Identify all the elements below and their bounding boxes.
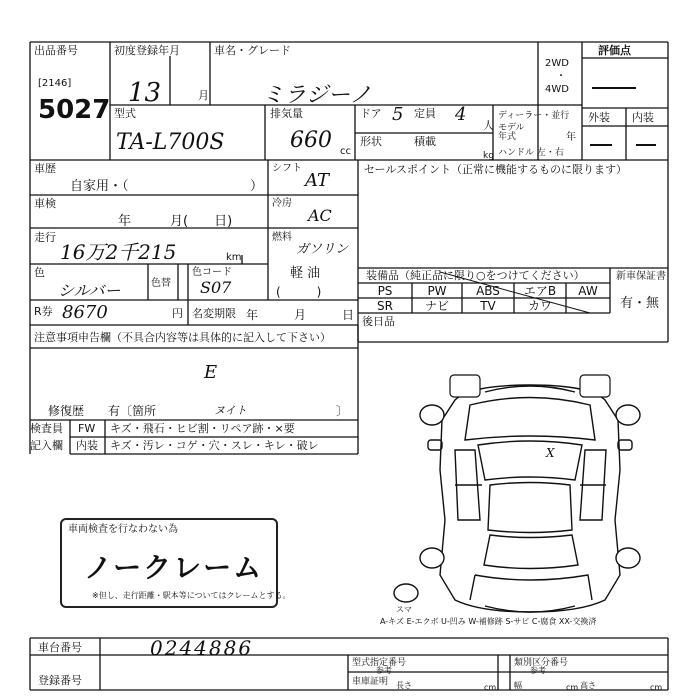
inspection-label: 車検 bbox=[34, 197, 56, 210]
notes-label: 注意事項申告欄（不具合内容等は具体的に記入して下さい） bbox=[34, 331, 331, 344]
name-change-label: 名変期限 bbox=[192, 307, 236, 320]
stamp-main: ノークレーム bbox=[84, 551, 264, 584]
fuel-gas: ガソリン bbox=[296, 242, 349, 257]
year-mark: 年 bbox=[566, 132, 576, 143]
lot-number: 5027 bbox=[38, 95, 111, 125]
length-unit: cm bbox=[484, 683, 497, 692]
km-unit: km bbox=[226, 252, 242, 263]
handle-label: ハンドル 左・右 bbox=[498, 148, 564, 158]
repair-close: 〕 bbox=[336, 404, 349, 418]
registration-label: 登録番号 bbox=[38, 674, 82, 687]
stamp-footer: ※但し、走行距離・駅本等についてはクレームとする。 bbox=[92, 591, 291, 600]
model-label: 型式 bbox=[114, 107, 136, 120]
cc-unit: cc bbox=[340, 146, 351, 157]
capacity-unit: 人 bbox=[483, 119, 494, 132]
equip-sr: SR bbox=[377, 299, 393, 313]
drive-2wd: 2WD bbox=[545, 58, 569, 69]
car-name: ミラジーノ bbox=[262, 83, 372, 108]
yen-unit: 円 bbox=[172, 307, 183, 320]
length-label: 長さ bbox=[396, 681, 412, 690]
dealer-label: ディーラー・並行 bbox=[498, 111, 570, 121]
first-registration-year: 13 bbox=[128, 78, 162, 108]
equip-airbag: エアB bbox=[523, 284, 557, 298]
equip-aw: AW bbox=[578, 284, 598, 298]
damage-legend: A-キズ E-エクボ U-凹み W-補修跡 S-サビ C-腐食 XX-交換済 bbox=[380, 617, 597, 626]
history-label: 車歴 bbox=[34, 162, 56, 175]
doors-label: ドア bbox=[360, 107, 382, 120]
width-unit: cm bbox=[566, 683, 579, 692]
drive-4wd: 4WD bbox=[545, 84, 569, 95]
color-label: 色 bbox=[34, 266, 45, 279]
garage-cert-label: 車庫証明 bbox=[352, 677, 389, 687]
interior-label: 内装 bbox=[632, 111, 654, 124]
inspector-label: 検査員 bbox=[30, 422, 63, 435]
color-code-value: S07 bbox=[200, 278, 232, 297]
class-number-label: 類別区分番号 bbox=[514, 658, 569, 668]
warranty-value: 有・無 bbox=[620, 296, 660, 311]
ac-label: 冷房 bbox=[272, 198, 292, 209]
equip-navi: ナビ bbox=[424, 299, 449, 313]
car-name-label: 車名・グレード bbox=[214, 44, 291, 57]
displacement-value: 660 bbox=[290, 128, 332, 153]
damage-mark: X bbox=[546, 446, 555, 460]
shift-label: シフト bbox=[272, 163, 302, 174]
no-claim-stamp bbox=[60, 518, 291, 608]
fuel-light: 軽 油 bbox=[290, 266, 321, 281]
shape-label: 形状 bbox=[360, 135, 382, 148]
equip-pw: PW bbox=[427, 284, 447, 298]
car-damage-diagram bbox=[428, 385, 632, 612]
equip-abs: ABS bbox=[476, 284, 500, 298]
lot-label: 出品番号 bbox=[34, 44, 78, 57]
displacement-label: 排気量 bbox=[270, 107, 303, 120]
fuel-paren: ( ) bbox=[276, 285, 322, 299]
notes-scribble: E bbox=[204, 362, 218, 383]
sales-point-label: セールスポイント（正常に機能するものに限ります） bbox=[364, 163, 628, 176]
height-unit: cm bbox=[650, 683, 663, 692]
recycle-ticket-label: R券 bbox=[34, 305, 53, 318]
model-year-label: モデル年式 bbox=[498, 123, 525, 142]
diagram-bottom-label: スマ bbox=[396, 605, 412, 614]
width-label: 幅 bbox=[514, 681, 522, 690]
mileage-value: 16万2千215 bbox=[60, 240, 177, 264]
ac-value: AC bbox=[308, 206, 332, 225]
history-close: ） bbox=[250, 179, 264, 194]
inspection-value: 年 月( 日) bbox=[118, 214, 233, 229]
equipment-label: 装備品（純正品に限り○をつけてください） bbox=[366, 269, 585, 282]
lot-code: [2146] bbox=[38, 78, 72, 89]
kg-unit: kg bbox=[483, 151, 494, 161]
chassis-value: 0244886 bbox=[150, 636, 254, 660]
fw-items: キズ・飛石・ヒビ割・リペア跡・×要 bbox=[110, 422, 295, 435]
type-designation-label: 型式指定番号 bbox=[352, 658, 407, 668]
name-change-deadline: 年 月 日 bbox=[246, 308, 355, 322]
color-code-label: 色コード bbox=[192, 267, 232, 278]
color-value: シルバー bbox=[58, 281, 121, 300]
payload-label: 積載 bbox=[414, 135, 436, 148]
first-registration-label: 初度登録年月 bbox=[114, 44, 180, 57]
rear-items-label: 後日品 bbox=[362, 315, 395, 328]
warranty-label: 新車保証書 bbox=[616, 271, 666, 282]
repair-history-label: 修復歴 有〔箇所 bbox=[48, 404, 157, 418]
capacity-value: 4 bbox=[455, 104, 467, 125]
interior-check-items: キズ・汚レ・コゲ・穴・スレ・キレ・破レ bbox=[110, 439, 319, 452]
equip-tv: TV bbox=[480, 299, 496, 313]
capacity-label: 定員 bbox=[414, 107, 436, 120]
fw-label: FW bbox=[78, 422, 96, 435]
class-reference: 参考 bbox=[530, 666, 546, 675]
equip-ps: PS bbox=[377, 284, 393, 298]
recycle-ticket-value: 8670 bbox=[62, 302, 108, 323]
fuel-label: 燃料 bbox=[272, 232, 292, 243]
interior-check-label: 内装 bbox=[76, 439, 98, 452]
stamp-title: 車両検査を行なわない為 bbox=[68, 524, 178, 535]
score-label: 評価点 bbox=[598, 44, 631, 57]
model-value: TA-L700S bbox=[116, 130, 225, 155]
height-label: 高さ bbox=[580, 681, 596, 690]
month-mark: 月 bbox=[198, 89, 209, 102]
mileage-label: 走行 bbox=[34, 231, 56, 244]
color-change-label: 色替 bbox=[151, 278, 171, 289]
equip-leather: カワ bbox=[527, 299, 552, 313]
chassis-label: 車台番号 bbox=[38, 641, 82, 654]
repair-scribble: ヌイト bbox=[214, 404, 247, 417]
type-reference: 参考 bbox=[376, 666, 392, 675]
shift-value: AT bbox=[305, 170, 330, 191]
exterior-label: 外装 bbox=[588, 111, 610, 124]
entry-label: 記入欄 bbox=[30, 439, 63, 452]
doors-value: 5 bbox=[392, 104, 404, 125]
history-value: 自家用・（ bbox=[70, 179, 129, 194]
